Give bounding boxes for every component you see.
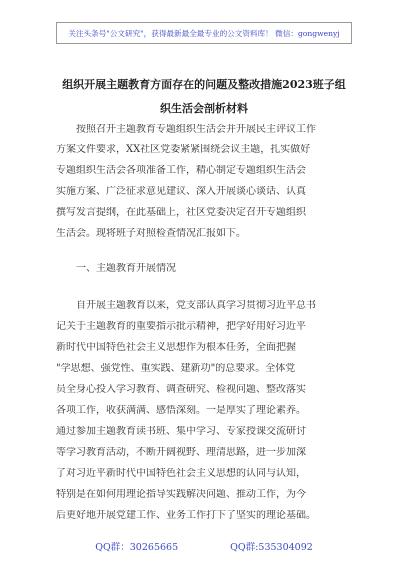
body-line: 新时代中国特色社会主义思想作为根本任务，全面把握 bbox=[56, 342, 296, 353]
doc-title-line-1: 组织开展主题教育方面存在的问题及整改措施2023班子组 bbox=[62, 78, 346, 91]
section-heading: 一、主题教育开展情况 bbox=[56, 263, 176, 274]
body-line: 等学习教育活动，不断开阔视野、理清思路，进一步加深 bbox=[56, 447, 306, 458]
body-line: 后更好地开展党建工作、业务工作打下了坚实的理论基础。 bbox=[56, 510, 316, 521]
body-line: 员全身心投入学习教育、调查研究、检视问题、整改落实 bbox=[56, 384, 306, 395]
body-line: 各项工作，收获满满、感悟深刻。一是厚实了理论素养。 bbox=[56, 405, 306, 416]
body-line: "学思想、强党性、重实践、建新功"的总要求。全体党 bbox=[56, 363, 296, 374]
body-line: 记关于主题教育的重要指示批示精神，把学好用好习近平 bbox=[56, 321, 306, 332]
body-line: 通过参加主题教育读书班、集中学习、专家授课交流研讨 bbox=[56, 426, 306, 437]
footer-contacts bbox=[0, 539, 408, 553]
top-banner bbox=[56, 22, 352, 44]
body-line: 了对习近平新时代中国特色社会主义思想的认同与认知， bbox=[56, 468, 306, 479]
banner-text: 关注头条号"公文研究"，获得最新最全最专业的公文资料库！ 微信：gongwenyj bbox=[68, 28, 340, 38]
body-line: 生活会。现将班子对照检查情况汇报如下。 bbox=[56, 228, 246, 239]
body-line: 撰写发言提纲，在此基础上，社区党委决定召开专题组织 bbox=[56, 207, 306, 218]
body-line: 专题组织生活会各项准备工作，精心制定专题组织生活会 bbox=[56, 165, 306, 176]
body-line: 实施方案、广泛征求意见建议、深入开展谈心谈话、认真 bbox=[56, 186, 306, 197]
body-line: 方案文件要求，XX社区党委紧紧围绕会议主题，扎实做好 bbox=[56, 144, 311, 155]
body-line: 特别是在如何用理论指导实践解决问题、推动工作，为今 bbox=[56, 489, 306, 500]
footer-qq-group-2: QQ群:535304092 bbox=[230, 542, 313, 553]
body-line: 按照召开主题教育专题组织生活会并开展民主评议工作 bbox=[56, 124, 316, 135]
doc-title-line-2: 织生活会剖析材料 bbox=[160, 102, 248, 115]
footer-qq-group-1: QQ群：30265665 bbox=[95, 542, 179, 553]
body-line: 自开展主题教育以来，党支部认真学习贯彻习近平总书 bbox=[56, 300, 316, 311]
